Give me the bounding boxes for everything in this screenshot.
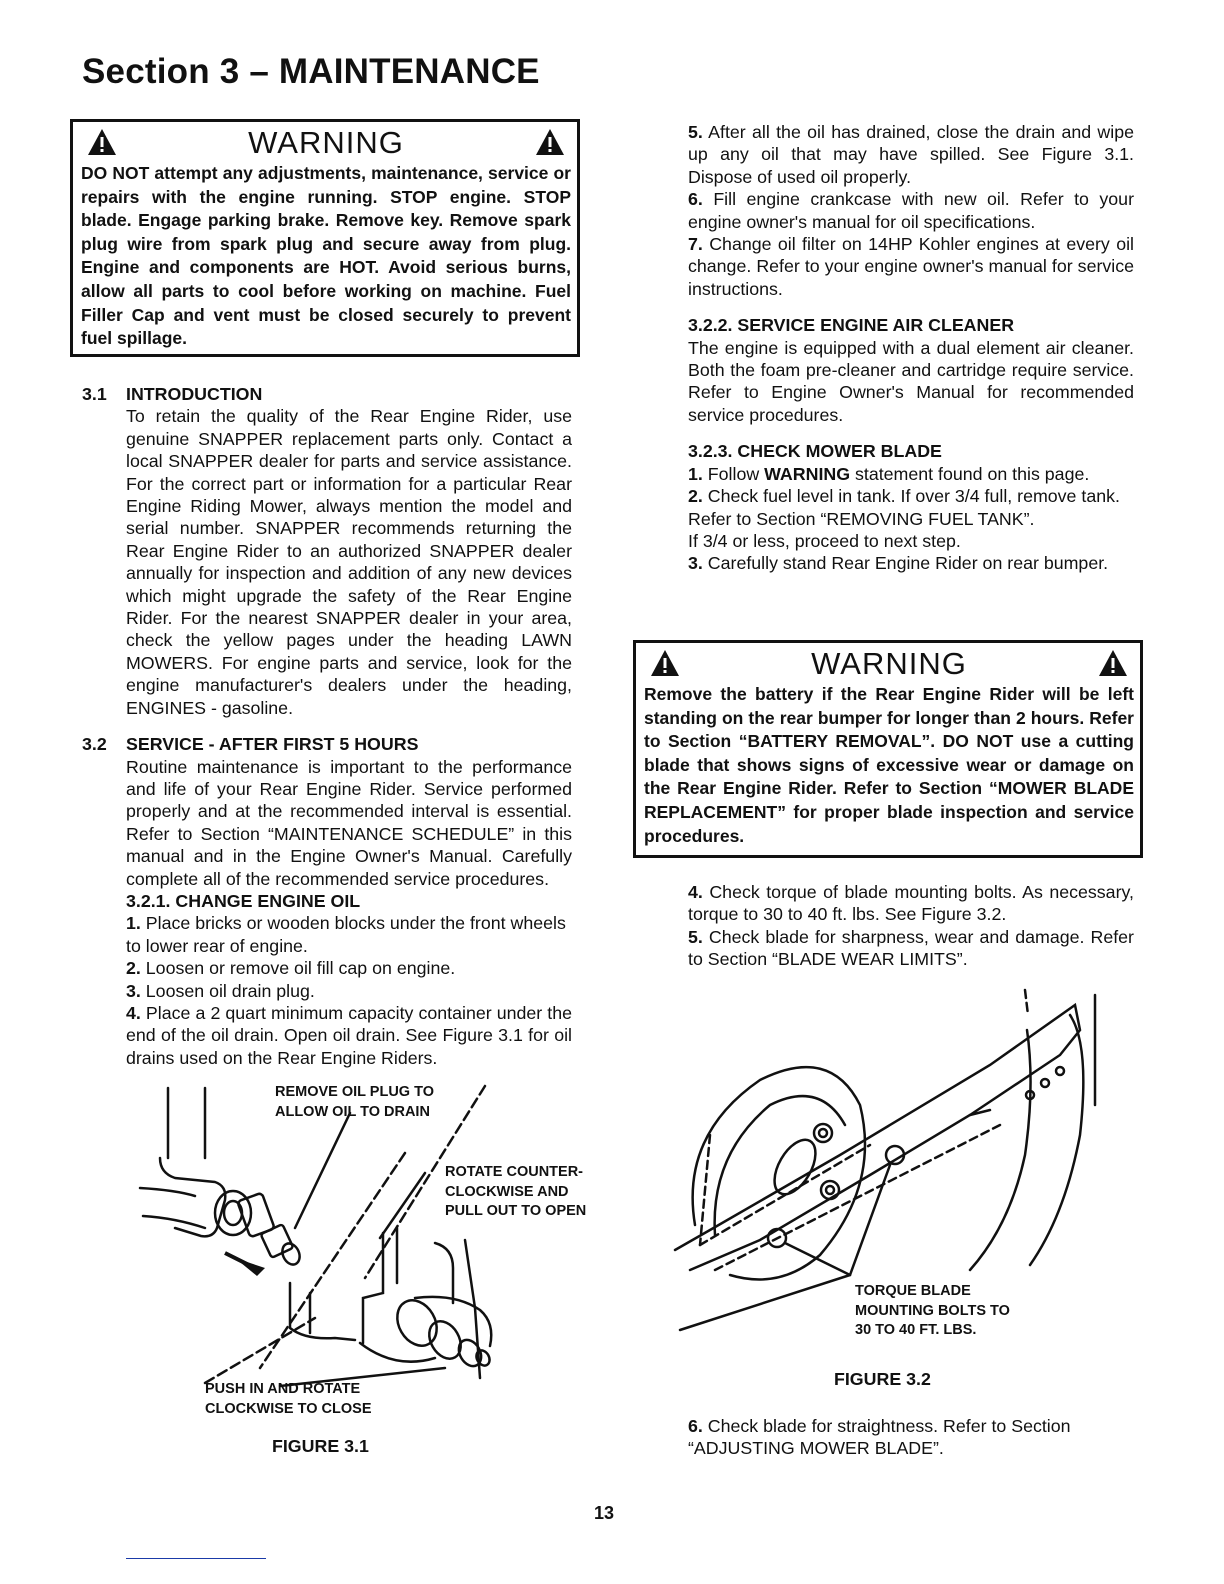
list-item: 5. Check blade for sharpness, wear and damage. Refer to Section “BLADE WEAR LIMITS”. xyxy=(688,926,1134,970)
intro-paragraph: To retain the quality of the Rear Engine Rider, use genuine SNAPPER replacement parts only. Contact a local SNAPPER dealer for parts and service assistance. For the correct part or information for a particular Rear Engine Riding Mower, always mention the model and serial number. SNAPPER recommends returning the Rear Engine Rider to an authorized SNAPPER dealer annually for inspection and addition of any new devices which might upgrade the safety of the Rear Engine Rider. For the nearest SNAPPER dealer in your area, check the yellow pages under the heading LAWN MOWERS. For engine parts and service, look for the engine manufacturer's dealers under the heading, ENGINES - gasoline. xyxy=(126,406,572,718)
oil-drain-illustration xyxy=(135,1078,605,1408)
warning-heading-text: WARNING xyxy=(811,646,967,681)
right-column xyxy=(688,121,1134,575)
list-item: 4. Place a 2 quart minimum capacity container under the end of the oil drain. Open oil drain. See Figure 3.1 for oil drains used on the Rear Engine Riders. xyxy=(126,1002,572,1068)
figure-3-1 xyxy=(135,1078,605,1458)
warning-text: Remove the battery if the Rear Engine Rider will be left standing on the rear bumper for longer than 2 hours. Refer to Section “BATTERY REMOVAL”. DO NOT use a cutting blade that shows signs of excessive wear or damage on the Rear Engine Rider. Refer to Section “MOWER BLADE REPLACEMENT” for proper blade inspection and service procedures. xyxy=(644,684,1134,846)
section-heading-3-2: 3.2 SERVICE - AFTER FIRST 5 HOURS xyxy=(82,734,419,755)
figure-3-2 xyxy=(670,985,1150,1395)
list-item: 6. Fill engine crankcase with new oil. Refer to your engine owner's manual for oil specifications. xyxy=(688,189,1134,232)
figure-caption: FIGURE 3.2 xyxy=(834,1369,931,1389)
list-item: 6. Check blade for straightness. Refer to Section “ADJUSTING MOWER BLADE”. xyxy=(688,1416,1071,1459)
footer-rule xyxy=(126,1558,266,1559)
warning-heading xyxy=(81,126,571,160)
figure-caption: FIGURE 3.1 xyxy=(272,1436,369,1456)
left-column xyxy=(82,383,572,1069)
section-heading-3-1: 3.1 INTRODUCTION xyxy=(82,384,263,404)
callout-rotate-counterclockwise: ROTATE COUNTER- CLOCKWISE AND PULL OUT TO OPEN xyxy=(445,1164,587,1219)
warning-box-2 xyxy=(633,640,1143,858)
list-item: 2. Check fuel level in tank. If over 3/4 full, remove tank. Refer to Section “REMOVING FUEL TANK”. xyxy=(688,486,1120,529)
list-item-note: If 3/4 or less, proceed to next step. xyxy=(688,530,961,551)
list-item: 7. Change oil filter on 14HP Kohler engines at every oil change. Refer to your engine owner's manual for service instructions. xyxy=(688,234,1134,299)
page-title: Section 3 – MAINTENANCE xyxy=(82,52,540,91)
list-item: 3. Loosen oil drain plug. xyxy=(126,980,315,1001)
callout-remove-oil-plug: REMOVE OIL PLUG TO ALLOW OIL TO DRAIN xyxy=(275,1084,434,1120)
warning-triangle-icon xyxy=(1098,649,1128,677)
list-item: 3. Carefully stand Rear Engine Rider on rear bumper. xyxy=(688,553,1109,574)
callout-push-in-rotate: PUSH IN AND ROTATE CLOCKWISE TO CLOSE xyxy=(205,1381,372,1417)
callout-torque-blade: TORQUE BLADE MOUNTING BOLTS TO 30 TO 40 FT. LBS. xyxy=(855,1283,1010,1338)
air-cleaner-paragraph: The engine is equipped with a dual element air cleaner. Both the foam pre-cleaner and cartridge require service. Refer to Engine Owner's Manual for recommended service procedures. xyxy=(688,337,1134,425)
list-item: 4. Check torque of blade mounting bolts. As necessary, torque to 30 to 40 ft. lbs. See Figure 3.2. xyxy=(688,882,1134,925)
list-item: 5. After all the oil has drained, close the drain and wipe up any oil that may have spilled. See Figure 3.1. Dispose of used oil properly. xyxy=(688,122,1134,187)
service-paragraph: Routine maintenance is important to the performance and life of your Rear Engine Rider. Service performed properly and at the recommended interval is essential. Refer to Section “MAINTENANCE SCHEDULE” in this manual and in the Engine Owner's Manual. Carefully complete all of the recommended service procedures. xyxy=(126,756,572,889)
warning-heading-text: WARNING xyxy=(248,125,404,160)
warning-triangle-icon xyxy=(87,128,117,156)
warning-heading xyxy=(644,647,1134,681)
list-item: 2. Loosen or remove oil fill cap on engine. xyxy=(126,958,456,979)
subsection-heading-3-2-1: 3.2.1. CHANGE ENGINE OIL xyxy=(126,890,361,911)
subsection-heading-3-2-2: 3.2.2. SERVICE ENGINE AIR CLEANER xyxy=(688,315,1015,336)
warning-text: DO NOT attempt any adjustments, maintenance, service or repairs with the engine running. STOP engine. STOP blade. Engage parking brake. Remove key. Remove spark plug wire from spark plug and secure away from plug. Engine and components are HOT. Avoid serious burns, allow all parts to cool before working on machine. Fuel Filler Cap and vent must be closed securely to prevent fuel spillage. xyxy=(81,163,571,349)
subsection-heading-3-2-3: 3.2.3. CHECK MOWER BLADE xyxy=(688,441,942,462)
list-item: 1. Place bricks or wooden blocks under the front wheels to lower rear of engine. xyxy=(126,913,566,956)
warning-triangle-icon xyxy=(535,128,565,156)
warning-triangle-icon xyxy=(650,649,680,677)
page-number: 13 xyxy=(594,1503,615,1523)
warning-box-1 xyxy=(70,119,580,357)
right-column-lower xyxy=(688,881,1134,971)
change-oil-section xyxy=(82,890,572,1069)
right-column-bottom xyxy=(688,1415,1134,1460)
list-item: 1. Follow WARNING statement found on this page. xyxy=(688,463,1090,484)
